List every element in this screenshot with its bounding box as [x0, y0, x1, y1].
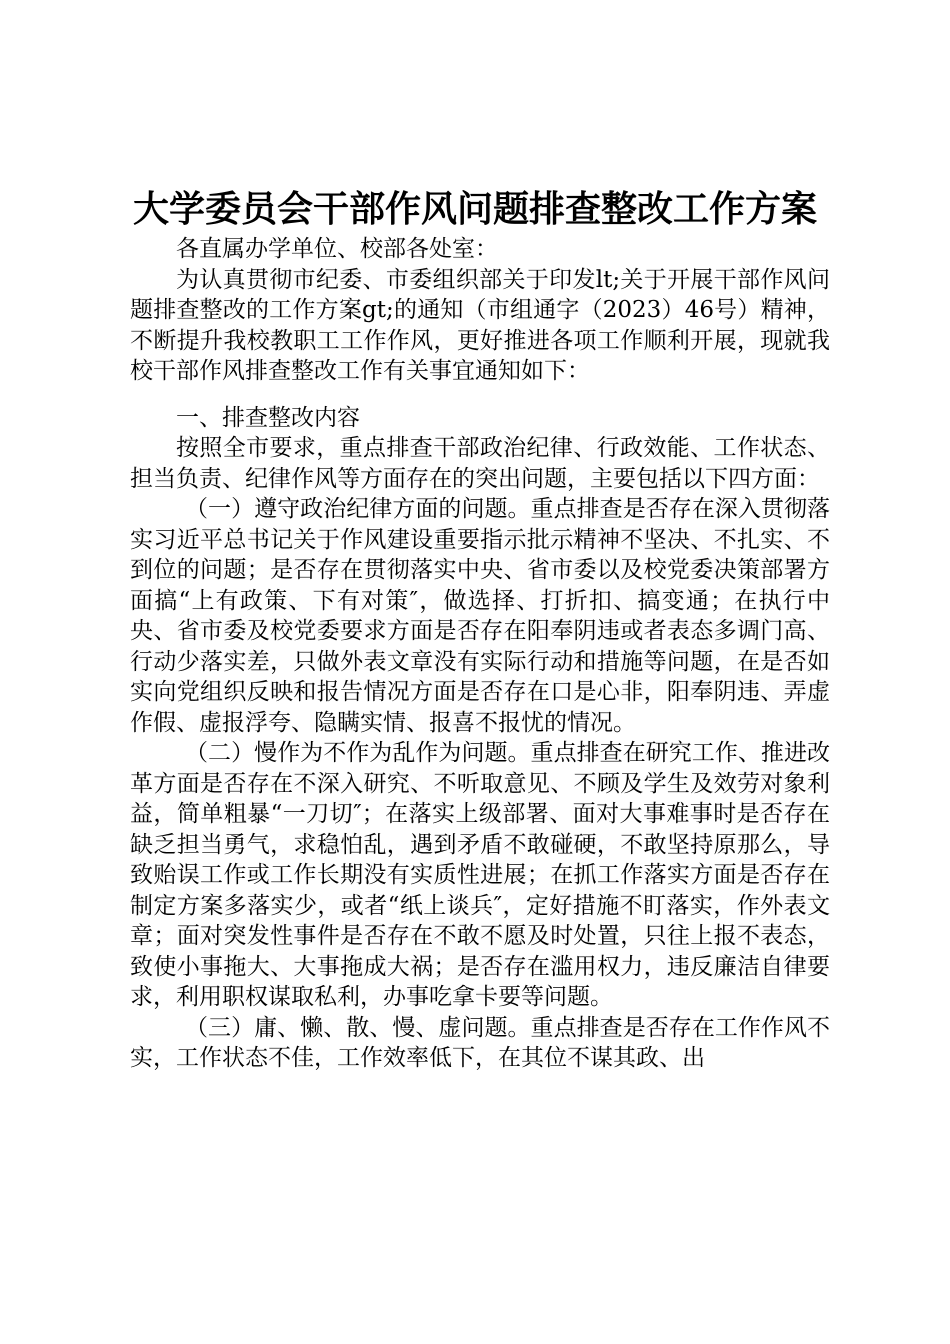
intro-paragraph: 为认真贯彻市纪委、市委组织部关于印发lt;关于开展干部作风问题排查整改的工作方案gt;的通知（市组通字（2023）46号）精神，不断提升我校教职工工作作风，更好推进各项工作顺利开展，现就我校干部作风排查整改工作有关事宜通知如下：	[130, 266, 830, 384]
section-intro-paragraph: 按照全市要求，重点排查干部政治纪律、行政效能、工作状态、担当负责、纪律作风等方面存在的突出问题，主要包括以下四方面：	[130, 435, 830, 492]
item-paragraph-3: （三）庸、懒、散、慢、虚问题。重点排查是否存在工作作风不实，工作状态不佳，工作效率低下，在其位不谋其政、出	[130, 1014, 830, 1071]
section-heading: 一、排查整改内容	[176, 404, 360, 431]
salutation: 各直属办学单位、校部各处室：	[176, 236, 498, 262]
document-body	[130, 234, 830, 1074]
paragraph-gap	[130, 387, 830, 403]
item-paragraph-2: （二）慢作为不作为乱作为问题。重点排查在研究工作、推进改革方面是否存在不深入研究、不听取意见、不顾及学生及效劳对象利益，简单粗暴“一刀切″；在落实上级部署、面对大事难事时是否存在缺乏担当勇气，求稳怕乱，遇到矛盾不敢碰硬，不敢坚持原那么，导致贻误工作或工作长期没有实质性进展；在抓工作落实方面是否存在制定方案多落实少，或者“纸上谈兵″，定好措施不盯落实，作外表文章；面对突发性事件是否存在不敢不愿及时处置，只往上报不表态，致使小事拖大、大事拖成大祸；是否存在滥用权力，违反廉洁自律要求，利用职权谋取私利，办事吃拿卡要等问题。	[130, 740, 830, 1010]
item-paragraph-1: （一）遵守政治纪律方面的问题。重点排查是否存在深入贯彻落实习近平总书记关于作风建设重要指示批示精神不坚决、不扎实、不到位的问题；是否存在贯彻落实中央、省市委以及校党委决策部署方面搞“上有政策、下有对策″，做选择、打折扣、搞变通；在执行中央、省市委及校党委要求方面是否存在阳奉阴违或者表态多调门高、行动少落实差，只做外表文章没有实际行动和措施等问题，在是否如实向党组织反映和报告情况方面是否存在口是心非，阳奉阴违、弄虚作假、虚报浮夸、隐瞒实情、报喜不报忧的情况。	[130, 496, 830, 736]
document-title: 大学委员会干部作风问题排查整改工作方案	[132, 188, 817, 230]
